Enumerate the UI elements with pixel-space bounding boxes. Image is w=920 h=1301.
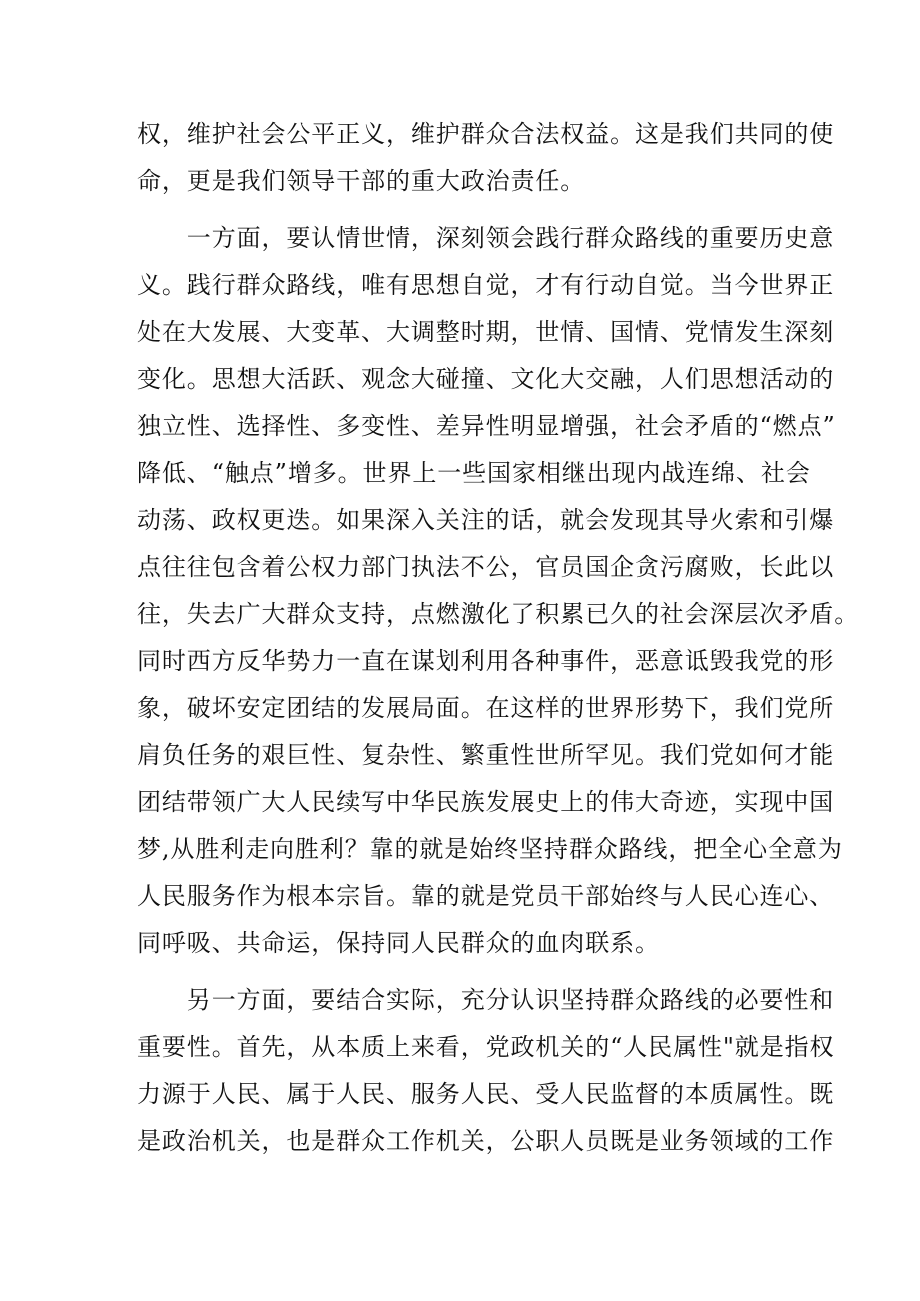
text-line: 另一方面，要结合实际，充分认识坚持群众路线的必要性和 bbox=[137, 986, 835, 1014]
text-line: 独立性、选择性、多变性、差异性明显增强，社会矛盾的“燃点” bbox=[137, 412, 836, 440]
text-line: 权，维护社会公平正义，维护群众合法权益。这是我们共同的使 bbox=[137, 120, 835, 148]
document-body bbox=[137, 111, 860, 1165]
text-line: 动荡、政权更迭。如果深入关注的话，就会发现其导火索和引爆 bbox=[137, 506, 835, 534]
paragraph-gap bbox=[137, 205, 797, 215]
text-line: 处在大发展、大变革、大调整时期，世情、国情、党情发生深刻 bbox=[137, 318, 835, 346]
text-line: 义。践行群众路线，唯有思想自觉，才有行动自觉。当今世界正 bbox=[137, 271, 835, 299]
paragraph-2 bbox=[137, 215, 860, 967]
text-line: 变化。思想大活跃、观念大碰撞、文化大交融，人们思想活动的 bbox=[137, 365, 835, 393]
paragraph-gap bbox=[137, 967, 797, 977]
text-line: 人民服务作为根本宗旨。靠的就是党员干部始终与人民心连心、 bbox=[137, 882, 835, 910]
text-line: 力源于人民、属于人民、服务人民、受人民监督的本质属性。既 bbox=[137, 1080, 835, 1108]
text-line: 往，失去广大群众支持，点燃激化了积累已久的社会深层次矛盾。 bbox=[137, 600, 860, 628]
text-line: 命，更是我们领导干部的重大政治责任。 bbox=[137, 167, 586, 195]
text-line: 团结带领广大人民续写中华民族发展史上的伟大奇迹，实现中国 bbox=[137, 788, 835, 816]
text-line: 降低、“触点”增多。世界上一些国家相继出现内战连绵、社会 bbox=[137, 459, 811, 487]
paragraph-1 bbox=[137, 111, 835, 205]
paragraph-3 bbox=[137, 977, 835, 1165]
text-line: 一方面，要认情世情，深刻领会践行群众路线的重要历史意 bbox=[137, 224, 835, 252]
text-line: 同时西方反华势力一直在谋划利用各种事件，恶意诋毁我党的形 bbox=[137, 647, 835, 675]
text-line: 同呼吸、共命运，保持同人民群众的血肉联系。 bbox=[137, 929, 660, 957]
text-line: 重要性。首先，从本质上来看，党政机关的“人民属性"就是指权 bbox=[137, 1033, 835, 1061]
text-line: 象，破坏安定团结的发展局面。在这样的世界形势下，我们党所 bbox=[137, 694, 835, 722]
text-line: 肩负任务的艰巨性、复杂性、繁重性世所罕见。我们党如何才能 bbox=[137, 741, 835, 769]
text-line: 梦,从胜利走向胜利？靠的就是始终坚持群众路线，把全心全意为 bbox=[137, 835, 843, 863]
text-line: 是政治机关，也是群众工作机关，公职人员既是业务领域的工作 bbox=[137, 1127, 835, 1155]
text-line: 点往往包含着公权力部门执法不公，官员国企贪污腐败，长此以 bbox=[137, 553, 835, 581]
